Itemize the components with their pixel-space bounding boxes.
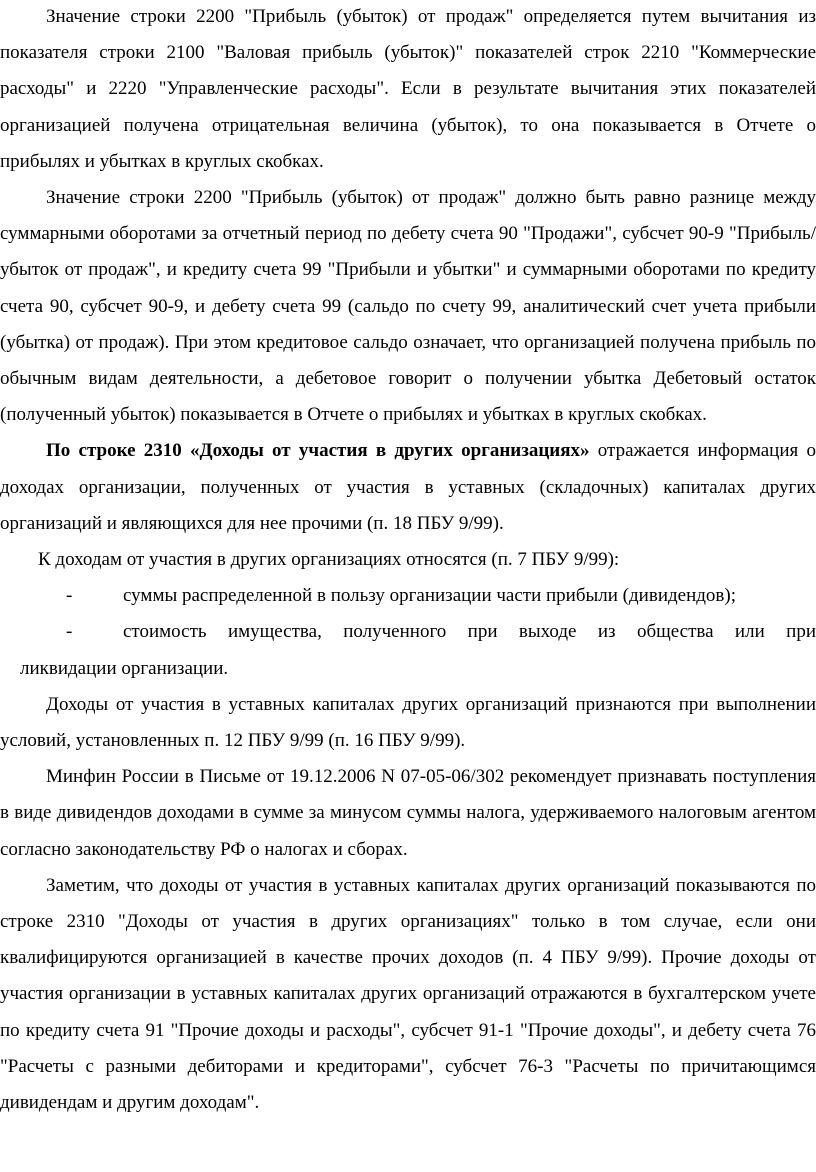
list-dash: - [66, 585, 73, 607]
list-dash: - [66, 621, 73, 643]
list-item-line [0, 614, 816, 650]
list-item-text-line2: ликвидации организации. [20, 657, 229, 679]
paragraph-recognition: Доходы от участия в уставных капиталах других организаций признаются при выполнении условий, установленных п. 12 ПБУ 9/99 (п. 16 ПБУ 9/99). [0, 693, 816, 752]
paragraph-line-2200-definition: Значение строки 2200 "Прибыль (убыток) от продаж" определяется путем вычитания из показателя строки 2100 "Валовая прибыль (убыток)" показателей строк 2210 "Коммерческие расходы" и 2220 "Управленческие расходы". Если в результате вычитания этих показателей организацией получена отрицательная величина (убыток), то она показывается в Отчете о прибылях и убытках в круглых скобках. [0, 6, 816, 172]
paragraph-line-2200-accounts: Значение строки 2200 "Прибыль (убыток) от продаж" должно быть равно разнице между суммарными оборотами за отчетный период по дебету счета 90 "Продажи", субсчет 90-9 "Прибыль/убыток от продаж", и кредиту счета 99 "Прибыли и убытки" и суммарными оборотами по кредиту счета 90, субсчет 90-9, и дебету счета 99 (сальдо по счету 99, аналитический счет учета прибыли (убытка) от продаж). При этом кредитовое сальдо означает, что организацией получена прибыль по обычным видам деятельности, а дебетовое говорит о получении убытка Дебетовый остаток (полученный убыток) показывается в Отчете о прибылях и убытках в круглых скобках. [0, 187, 816, 426]
paragraph-line-2310 [0, 433, 816, 542]
list-item [0, 578, 816, 614]
list-intro: К доходам от участия в других организациях относятся (п. 7 ПБУ 9/99): [38, 549, 620, 571]
line-2310-heading: По строке 2310 «Доходы от участия в других организациях» [46, 440, 590, 462]
line-2310-description: отражается информация о доходах организации, полученных от участия в уставных (складочных) капиталах других организаций и являющихся для нее прочими (п. 18 ПБУ 9/99). [0, 440, 816, 534]
list-item [0, 614, 816, 686]
list-item-text: суммы распределенной в пользу организации части прибыли (дивидендов); [123, 585, 737, 607]
paragraph-minfin-letter: Минфин России в Письме от 19.12.2006 N 07-05-06/302 рекомендует признавать поступления в виде дивидендов доходами в сумме за минусом суммы налога, удерживаемого налоговым агентом согласно законодательству РФ о налогах и сборах. [0, 766, 816, 860]
list-item-text-line1: стоимость имущества, полученного при выходе из общества или при [123, 621, 816, 643]
paragraph-other-income: Заметим, что доходы от участия в уставных капиталах других организаций показываются по строке 2310 "Доходы от участия в других организациях" только в том случае, если они квалифицируются организацией в качестве прочих доходов (п. 4 ПБУ 9/99). Прочие доходы от участия организации в уставных капиталах других организаций отражаются в бухгалтерском учете по кредиту счета 91 "Прочие доходы и расходы", субсчет 91-1 "Прочие доходы", и дебету счета 76 "Расчеты с разными дебиторами и кредиторами", субсчет 76-3 "Расчеты по причитающимся дивидендам и другим доходам". [0, 874, 816, 1114]
